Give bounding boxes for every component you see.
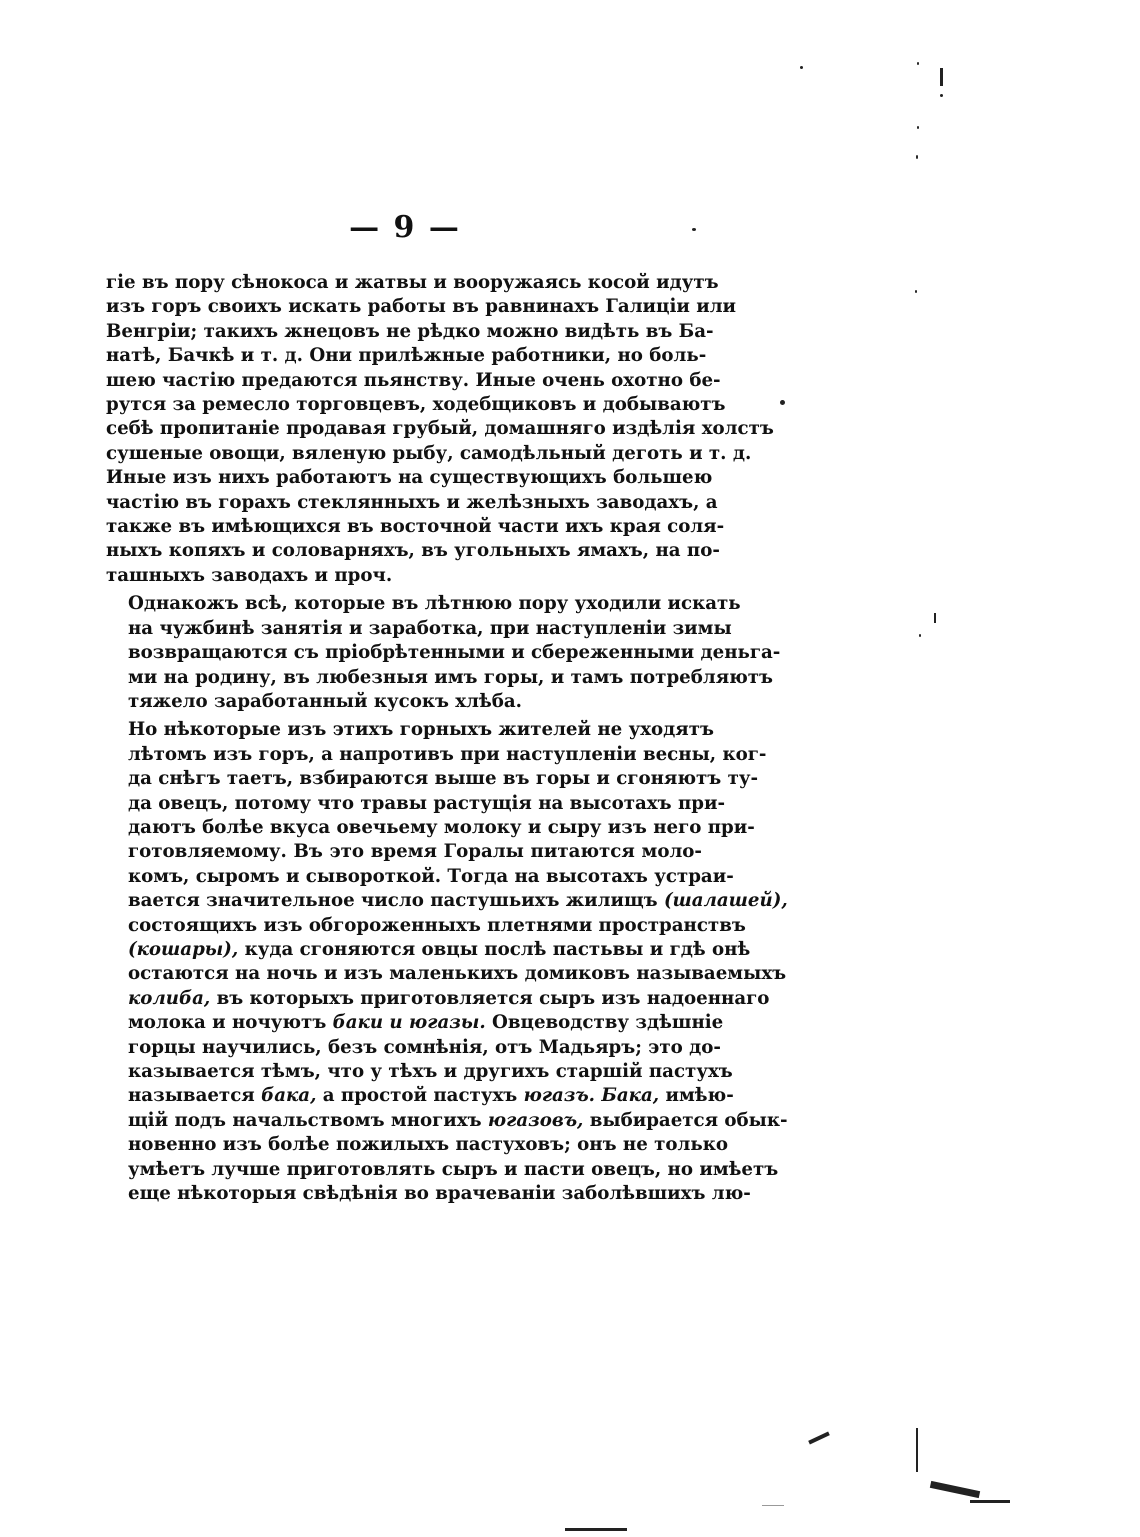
text-line: казывается тѣмъ, что у тѣхъ и другихъ старшій пастухъ	[128, 1061, 733, 1082]
text-line: даютъ болѣе вкуса овечьему молоку и сыру изъ него при-	[128, 816, 755, 838]
scan-mark	[808, 1432, 830, 1445]
text-line: ташныхъ заводахъ и проч.	[106, 564, 393, 586]
text-line: молока и ночуютъ баки и югазы. Овцеводству здѣшніе	[128, 1012, 724, 1034]
text-line: новенно изъ болѣе пожилыхъ пастуховъ; онъ не только	[128, 1134, 728, 1156]
text-line: да снѣгъ таетъ, взбираются выше въ горы и сгоняютъ ту-	[128, 768, 759, 790]
text-line: горцы научились, безъ сомнѣнія, отъ Мадьяръ; это до-	[128, 1036, 721, 1058]
text-line: Иные изъ нихъ работаютъ на существующихъ большею	[106, 467, 713, 489]
paragraph	[106, 592, 781, 714]
text-line: рутся за ремесло торговцевъ, ходебщиковъ и добываютъ	[106, 394, 726, 416]
text-line: также въ имѣющихся въ восточной части ихъ края соля-	[106, 516, 725, 538]
text-line: (кошары), куда сгоняются овцы послѣ пастьвы и гдѣ онѣ	[128, 938, 751, 960]
scan-mark	[916, 1428, 918, 1472]
text-line: на чужбинѣ занятія и заработка, при наступленіи зимы	[128, 617, 732, 639]
text-line: натѣ, Бачкѣ и т. д. Они прилѣжные работники, но боль-	[106, 345, 707, 367]
scan-speck	[780, 400, 785, 405]
scan-speck	[916, 155, 918, 159]
text-line: ныхъ копяхъ и соловарняхъ, въ угольныхъ ямахъ, на по-	[106, 540, 720, 562]
text-line: шею частію предаются пьянству. Иные очень охотно бе-	[106, 369, 721, 391]
text-line: себѣ пропитаніе продавая грубый, домашняго издѣлія холстъ	[106, 418, 774, 440]
text-line: остаются на ночь и изъ маленькихъ домиковъ называемыхъ	[128, 963, 787, 985]
scan-mark	[565, 1528, 627, 1531]
body-text	[106, 271, 788, 1210]
text-line: комъ, сыромъ и сывороткой. Тогда на высотахъ устраи-	[128, 865, 734, 887]
text-line: сушеные овощи, вяленую рыбу, самодѣльный деготь и т. д.	[106, 442, 752, 464]
scan-speck	[919, 634, 921, 637]
text-line: тяжело заработанный кусокъ хлѣба.	[128, 690, 522, 712]
text-line: вается значительное число пастушьихъ жилищъ (шалашей),	[128, 890, 788, 912]
scan-speck	[800, 66, 803, 69]
text-line: называется бака, а простой пастухъ югазъ. Бака, имѣю-	[128, 1085, 734, 1107]
scan-mark	[940, 68, 943, 86]
text-line: да овецъ, потому что травы растущія на высотахъ при-	[128, 792, 726, 814]
text-line: Венгріи; такихъ жнецовъ не рѣдко можно видѣть въ Ба-	[106, 320, 714, 342]
text-line: ми на родину, въ любезныя имъ горы, и тамъ потребляютъ	[128, 666, 773, 688]
text-line: Но нѣкоторые изъ этихъ горныхъ жителей не уходятъ	[128, 719, 714, 741]
text-line: щій подъ начальствомъ многихъ югазовъ, выбирается обык-	[128, 1109, 788, 1131]
scan-speck	[692, 228, 696, 231]
text-line: гіе въ пору сѣнокоса и жатвы и вооружаясь косой идутъ	[106, 272, 719, 293]
text-line: еще нѣкоторыя свѣдѣнія во врачеваніи заболѣвшихъ лю-	[128, 1183, 751, 1205]
text-line: частію въ горахъ стеклянныхъ и желѣзныхъ заводахъ, а	[106, 491, 718, 513]
scan-speck	[917, 126, 919, 129]
scan-mark	[970, 1500, 1010, 1503]
page-number: — 9 —	[349, 210, 461, 245]
paragraph	[106, 271, 774, 588]
scan-speck	[917, 62, 919, 65]
text-line: состоящихъ изъ обгороженныхъ плетнями пространствъ	[128, 914, 746, 936]
text-line: изъ горъ своихъ искать работы въ равнинахъ Галиціи или	[106, 296, 737, 318]
text-line: возвращаются съ пріобрѣтенными и сбереженными деньга-	[128, 642, 781, 664]
scan-mark	[762, 1505, 784, 1506]
scan-speck	[915, 290, 917, 293]
text-line: умѣетъ лучше приготовлять сыръ и пасти овецъ, но имѣетъ	[128, 1158, 779, 1180]
scan-speck	[940, 94, 943, 97]
scan-mark	[930, 1481, 980, 1498]
scan-mark	[934, 613, 936, 623]
text-line: Однакожъ всѣ, которые въ лѣтнюю пору уходили искать	[128, 593, 741, 615]
text-line: лѣтомъ изъ горъ, а напротивъ при наступленіи весны, ког-	[128, 743, 767, 765]
text-line: готовляемому. Въ это время Горалы питаются моло-	[128, 841, 702, 863]
text-line: колиба, въ которыхъ приготовляется сыръ изъ надоеннаго	[128, 987, 770, 1009]
paragraph	[106, 718, 788, 1206]
